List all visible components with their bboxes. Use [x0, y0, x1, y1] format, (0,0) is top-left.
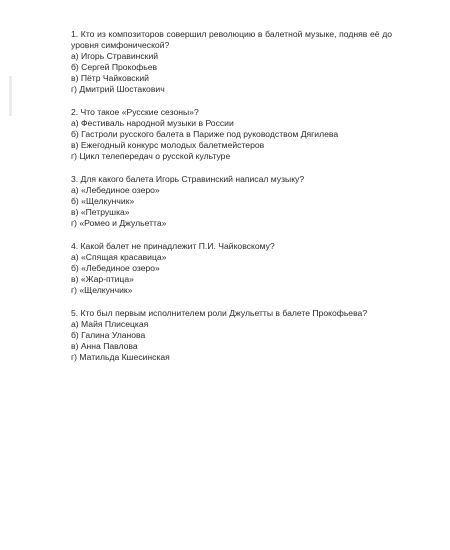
question-5	[71, 308, 392, 363]
answer-option: б) Гастроли русского балета в Париже под руководством Дягилева	[71, 129, 339, 139]
answer-option: а) Майя Плисецкая	[71, 319, 149, 329]
question-3	[71, 174, 392, 229]
answer-options	[71, 185, 392, 229]
answer-option: в) Ежегодный конкурс молодых балетмейстеров	[71, 140, 265, 150]
answer-option: г) Матильда Кшесинская	[71, 352, 170, 362]
answer-option: г) «Ромео и Джульетта»	[71, 218, 167, 228]
answer-option: б) Сергей Прокофьев	[71, 62, 158, 72]
question-text: 4. Какой балет не принадлежит П.И. Чайковскому?	[71, 241, 275, 251]
question-text: 2. Что такое «Русские сезоны»?	[71, 107, 199, 117]
answer-options	[71, 319, 392, 363]
question-text: 3. Для какого балета Игорь Стравинский написал музыку?	[71, 174, 305, 184]
question-2	[71, 107, 392, 162]
question-text: 1. Кто из композиторов совершил революцию в балетной музыке, подняв её до уровня симфонической?	[71, 29, 392, 50]
answer-option: в) Пётр Чайковский	[71, 73, 149, 83]
question-4	[71, 241, 392, 296]
answer-option: в) Анна Павлова	[71, 341, 138, 351]
quiz	[71, 29, 392, 375]
answer-option: г) «Щелкунчик»	[71, 285, 133, 295]
answer-option: б) «Лебединое озеро»	[71, 263, 160, 273]
answer-option: г) Цикл телепередач о русской культуре	[71, 151, 231, 161]
answer-option: а) «Спящая красавица»	[71, 252, 167, 262]
answer-options	[71, 252, 392, 296]
answer-options	[71, 118, 392, 162]
page-edge-mark	[9, 76, 12, 116]
answer-option: в) «Петрушка»	[71, 207, 130, 217]
answer-options	[71, 51, 392, 95]
answer-option: а) «Лебединое озеро»	[71, 185, 160, 195]
question-text: 5. Кто был первым исполнителем роли Джульетты в балете Прокофьева?	[71, 308, 368, 318]
answer-option: в) «Жар-птица»	[71, 274, 134, 284]
answer-option: а) Игорь Стравинский	[71, 51, 159, 61]
answer-option: б) «Щелкунчик»	[71, 196, 135, 206]
answer-option: г) Дмитрий Шостакович	[71, 84, 165, 94]
answer-option: а) Фестиваль народной музыки в России	[71, 118, 234, 128]
question-1	[71, 29, 392, 95]
answer-option: б) Галина Уланова	[71, 330, 146, 340]
